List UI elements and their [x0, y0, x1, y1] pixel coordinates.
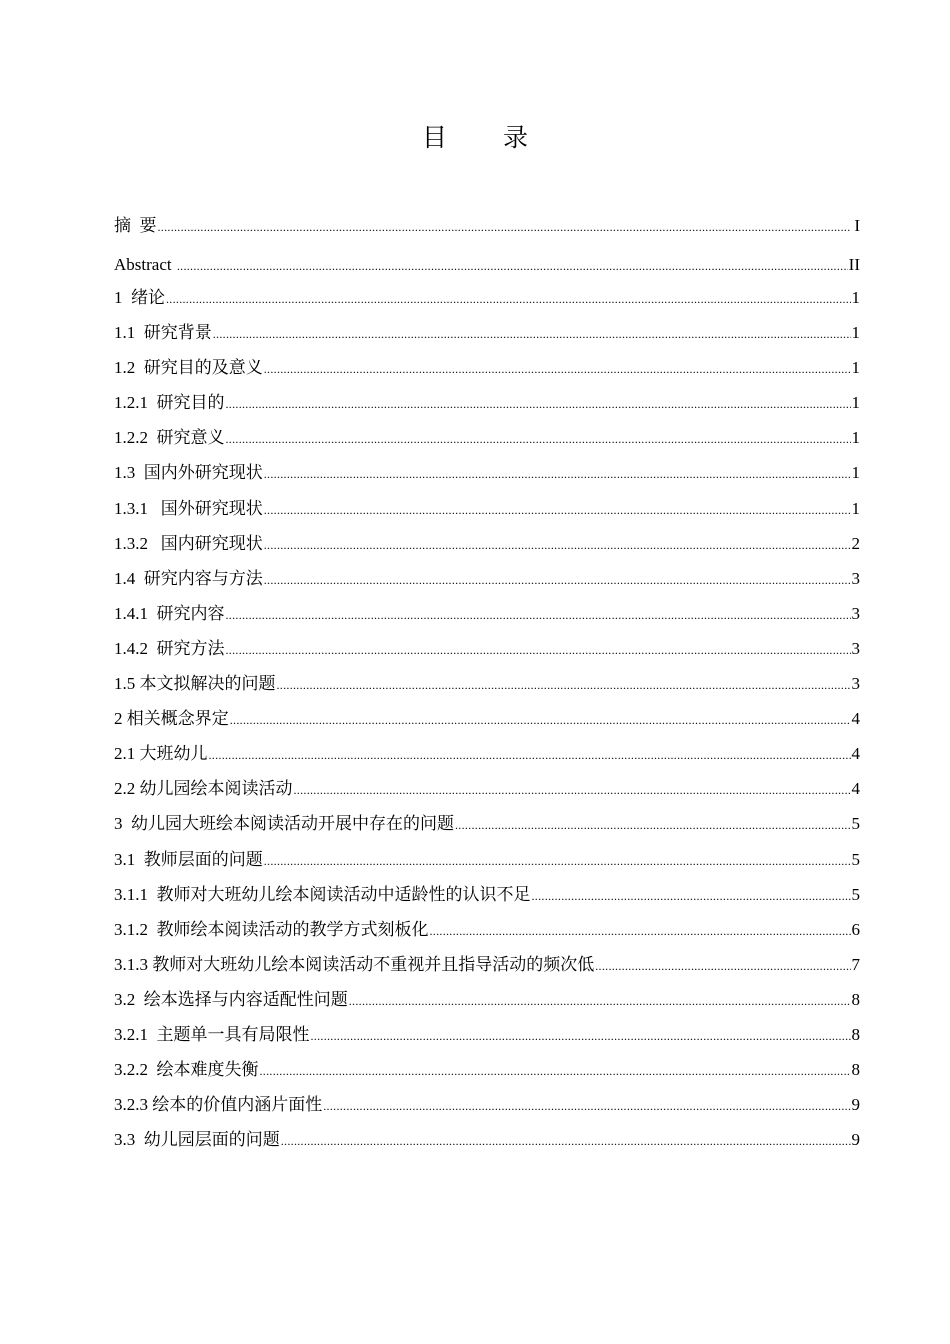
toc-entry-label: 1.2.2 研究意义 [114, 428, 225, 448]
toc-entry-label: 3.1.2 教师绘本阅读活动的教学方式刻板化 [114, 919, 429, 939]
toc-dot-leader [226, 387, 851, 422]
toc-dot-leader [455, 808, 851, 843]
toc-entry-label: 1.2.1 研究目的 [114, 393, 225, 413]
toc-dot-leader [264, 352, 851, 387]
toc-dot-leader [213, 317, 851, 352]
toc-entry-label: 2.1 大班幼儿 [114, 744, 208, 764]
toc-entry-label: 1 绪论 [114, 288, 165, 307]
toc-entry-label: 3.2 绘本选择与内容适配性问题 [114, 989, 348, 1009]
toc-entry[interactable] [114, 491, 860, 526]
toc-dot-leader [226, 633, 851, 668]
toc-entry-page-number: 4 [851, 779, 860, 799]
toc-dot-leader [349, 984, 851, 1019]
toc-entry-page-number: 6 [851, 919, 860, 939]
toc-entry[interactable] [114, 247, 860, 280]
toc-entry[interactable] [114, 666, 860, 701]
toc-entry-label: 1.3 国内外研究现状 [114, 463, 263, 483]
toc-entry[interactable] [114, 1122, 860, 1157]
toc-entry-page-number: 8 [851, 989, 860, 1009]
toc-entry-page-number: 2 [851, 533, 860, 553]
toc-dot-leader [430, 914, 851, 949]
toc-entry[interactable] [114, 1017, 860, 1052]
toc-entry[interactable] [114, 561, 860, 596]
toc-dot-leader [209, 738, 851, 773]
toc-entry[interactable] [114, 736, 860, 771]
toc-dot-leader [264, 844, 851, 879]
toc-entry-page-number: 1 [851, 393, 860, 413]
toc-entry-label: 1.2 研究目的及意义 [114, 358, 263, 378]
toc-entry[interactable] [114, 701, 860, 736]
toc-entry-label: 1.5 本文拟解决的问题 [114, 674, 276, 694]
toc-entry[interactable] [114, 280, 860, 315]
toc-entry-label: 3.2.1 主题单一具有局限性 [114, 1024, 310, 1044]
toc-entry-page-number: 4 [851, 744, 860, 764]
toc-entry-page-number: 3 [851, 674, 860, 694]
toc-entry-label: Abstract [114, 255, 176, 274]
toc-entry-page-number: 3 [851, 603, 860, 623]
toc-entry-label: 3.2.2 绘本难度失衡 [114, 1060, 259, 1080]
toc-entry-label: 2.2 幼儿园绘本阅读活动 [114, 779, 293, 799]
toc-dot-leader [158, 210, 852, 245]
toc-entry-page-number: 7 [851, 954, 860, 974]
toc-entry-label: 1.4.1 研究内容 [114, 603, 225, 623]
toc-entry[interactable] [114, 455, 860, 490]
toc-dot-leader [260, 1054, 851, 1089]
toc-entry-label: 1.3.2 国内研究现状 [114, 533, 263, 553]
toc-dot-leader [264, 493, 851, 528]
toc-entry[interactable] [114, 208, 860, 247]
toc-entry[interactable] [114, 315, 860, 350]
toc-entry[interactable] [114, 1087, 860, 1122]
toc-dot-leader [294, 773, 851, 808]
toc-entry-label: 1.4 研究内容与方法 [114, 568, 263, 588]
toc-entry-page-number: 9 [851, 1095, 860, 1115]
toc-entry[interactable] [114, 596, 860, 631]
toc-entry-page-number: 5 [851, 814, 860, 834]
toc-entry[interactable] [114, 526, 860, 561]
toc-entry[interactable] [114, 877, 860, 912]
toc-entry[interactable] [114, 806, 860, 841]
toc-dot-leader [226, 422, 851, 457]
toc-dot-leader [264, 457, 851, 492]
toc-entry-label: 1.1 研究背景 [114, 323, 212, 343]
toc-entry[interactable] [114, 982, 860, 1017]
toc-title: 目 录 [422, 123, 552, 152]
toc-dot-leader [595, 949, 850, 984]
toc-entry-page-number: 8 [851, 1024, 860, 1044]
toc-entry[interactable] [114, 420, 860, 455]
toc-entry[interactable] [114, 912, 860, 947]
toc-entry-page-number: 5 [851, 849, 860, 869]
toc-dot-leader [166, 282, 851, 317]
toc-entry-page-number: 1 [851, 323, 860, 343]
toc-entry[interactable] [114, 385, 860, 420]
toc-dot-leader [226, 598, 851, 633]
toc-entry-page-number: 1 [851, 428, 860, 448]
toc-entry[interactable] [114, 1052, 860, 1087]
toc-entry-page-number: 3 [851, 568, 860, 588]
toc-entry-page-number: 8 [851, 1060, 860, 1080]
toc-entry-label: 2 相关概念界定 [114, 709, 229, 729]
toc-entry-page-number: 9 [851, 1130, 860, 1150]
toc-dot-leader [177, 249, 848, 284]
toc-dot-leader [277, 668, 851, 703]
toc-entry-label: 3.1.1 教师对大班幼儿绘本阅读活动中适龄性的认识不足 [114, 884, 531, 904]
toc-entry-label: 1.3.1 国外研究现状 [114, 498, 263, 518]
toc-dot-leader [281, 1124, 851, 1159]
toc-dot-leader [230, 703, 851, 738]
toc-entry[interactable] [114, 350, 860, 385]
toc-entry-page-number: 1 [851, 498, 860, 518]
toc-dot-leader [264, 528, 851, 563]
toc-entry-page-number: 3 [851, 638, 860, 658]
toc-entry[interactable] [114, 771, 860, 806]
toc-entry[interactable] [114, 947, 860, 982]
toc-entry-page-number: 1 [851, 358, 860, 378]
toc-entry-page-number: 1 [851, 463, 860, 483]
toc-entry[interactable] [114, 631, 860, 666]
toc-entry-page-number: 4 [851, 709, 860, 729]
toc-entry-page-number: II [848, 255, 860, 274]
toc-entry-page-number: I [854, 216, 860, 235]
toc-dot-leader [323, 1089, 850, 1124]
toc-entry-label: 3.1 教师层面的问题 [114, 849, 263, 869]
toc-entry[interactable] [114, 842, 860, 877]
toc-entry-label: 3.3 幼儿园层面的问题 [114, 1130, 280, 1150]
toc-entry-page-number: 5 [851, 884, 860, 904]
toc-entry-label: 摘 要 [114, 216, 157, 235]
toc-entry-label: 1.4.2 研究方法 [114, 638, 225, 658]
toc-entry-page-number: 1 [851, 288, 860, 307]
toc-dot-leader [532, 879, 851, 914]
toc-dot-leader [264, 563, 851, 598]
toc-entry-label: 3.1.3 教师对大班幼儿绘本阅读活动不重视并且指导活动的频次低 [114, 954, 595, 974]
table-of-contents [114, 208, 860, 1157]
toc-dot-leader [311, 1019, 851, 1054]
toc-entry-label: 3.2.3 绘本的价值内涵片面性 [114, 1095, 323, 1115]
toc-entry-label: 3 幼儿园大班绘本阅读活动开展中存在的问题 [114, 814, 454, 834]
